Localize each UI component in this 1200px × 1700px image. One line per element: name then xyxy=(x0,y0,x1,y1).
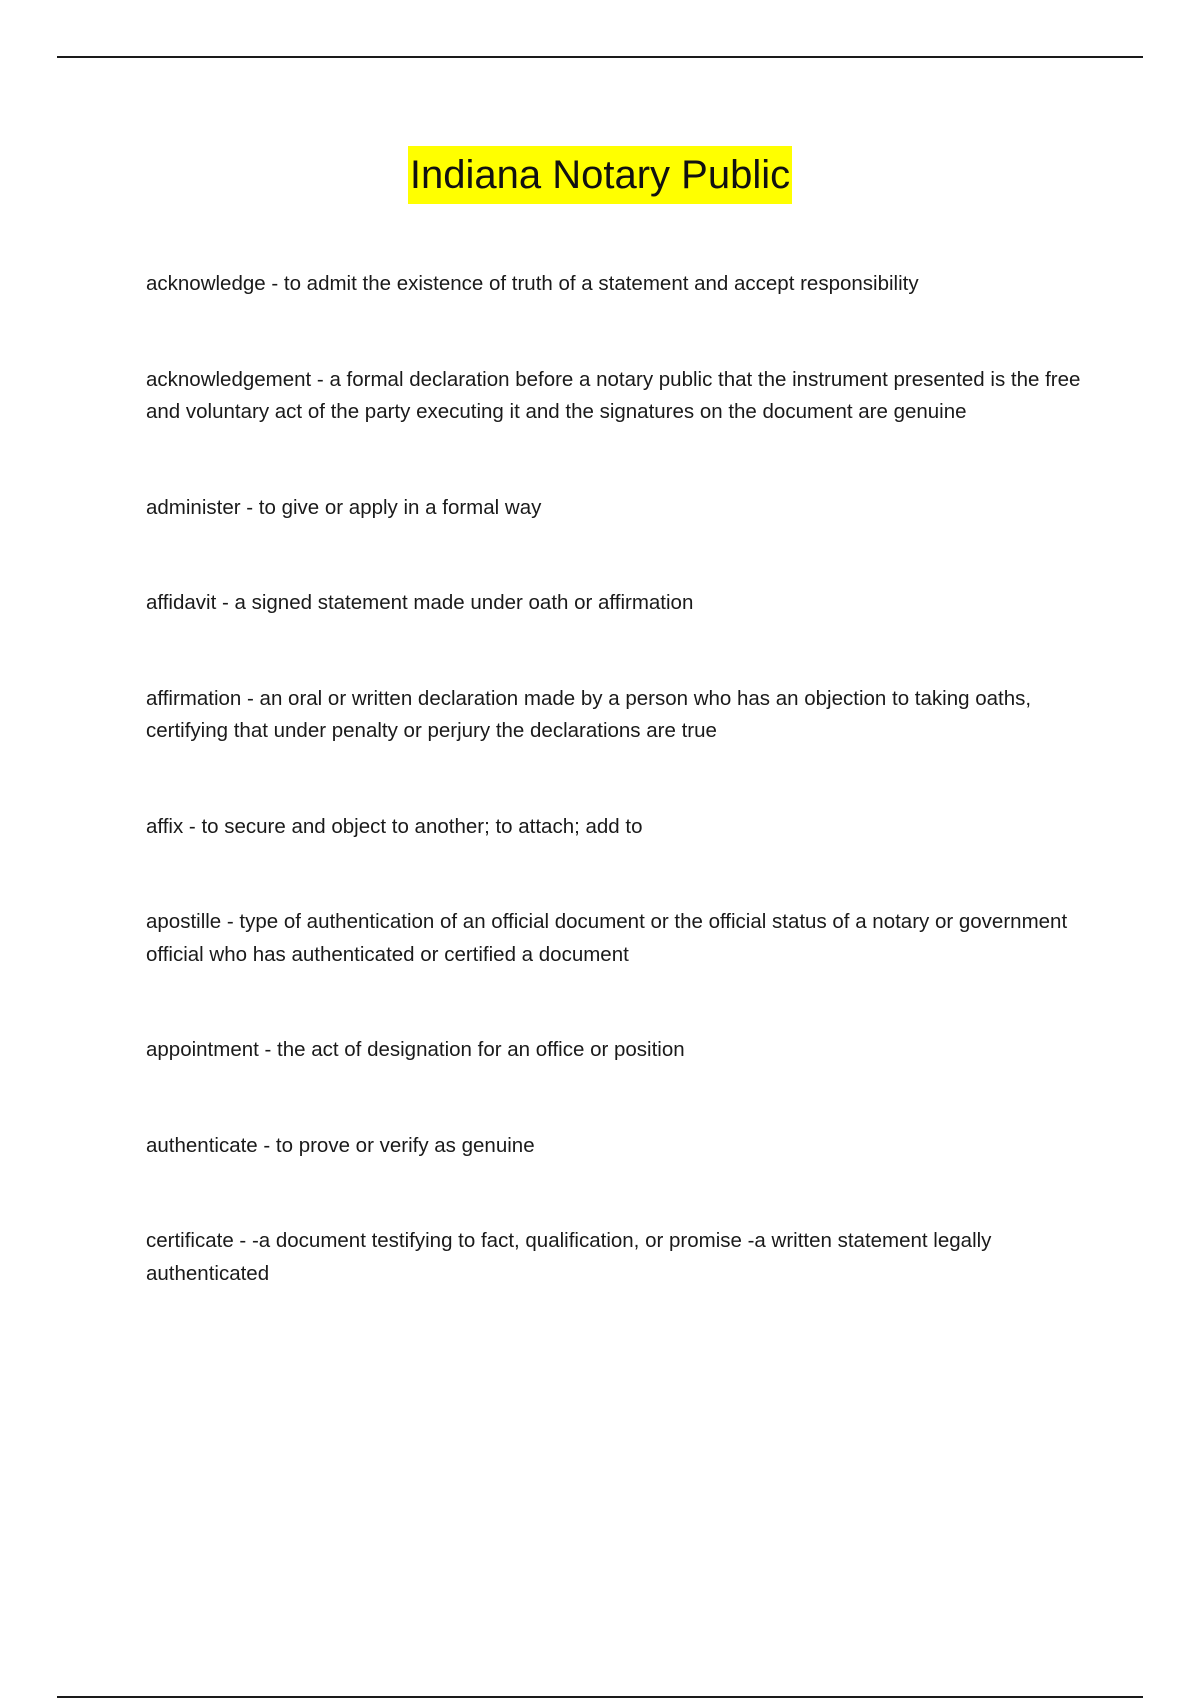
glossary-entry-affix: affix - to secure and object to another; to attach; add to xyxy=(146,814,643,838)
glossary-entry-acknowledge: acknowledge - to admit the existence of truth of a statement and accept responsibility xyxy=(146,272,919,295)
glossary-entry-apostille: apostille - type of authentication of an official document or the official status of a notary or government official who has authenticated or certified a document xyxy=(146,910,1068,966)
glossary-entry-acknowledgement: acknowledgement - a formal declaration before a notary public that the instrument presented is the free and voluntary act of the party executing it and the signatures on the document are genuine xyxy=(146,367,1081,423)
glossary-entry-authenticate: authenticate - to prove or verify as genuine xyxy=(146,1133,535,1157)
glossary-entry-affidavit: affidavit - a signed statement made under oath or affirmation xyxy=(146,591,694,614)
top-divider xyxy=(57,56,1143,58)
page-title: Indiana Notary Public xyxy=(408,146,792,204)
title-block xyxy=(0,146,1200,204)
bottom-divider xyxy=(57,1696,1143,1698)
glossary-entry-appointment: appointment - the act of designation for an office or position xyxy=(146,1038,685,1061)
glossary-list xyxy=(146,268,1086,1353)
glossary-entry-affirmation: affirmation - an oral or written declaration made by a person who has an objection to taking oaths, certifying that under penalty or perjury the declarations are true xyxy=(146,686,1032,742)
glossary-entry-certificate: certificate - -a document testifying to fact, qualification, or promise -a written statement legally authenticated xyxy=(146,1229,992,1285)
glossary-entry-administer: administer - to give or apply in a formal way xyxy=(146,495,542,519)
